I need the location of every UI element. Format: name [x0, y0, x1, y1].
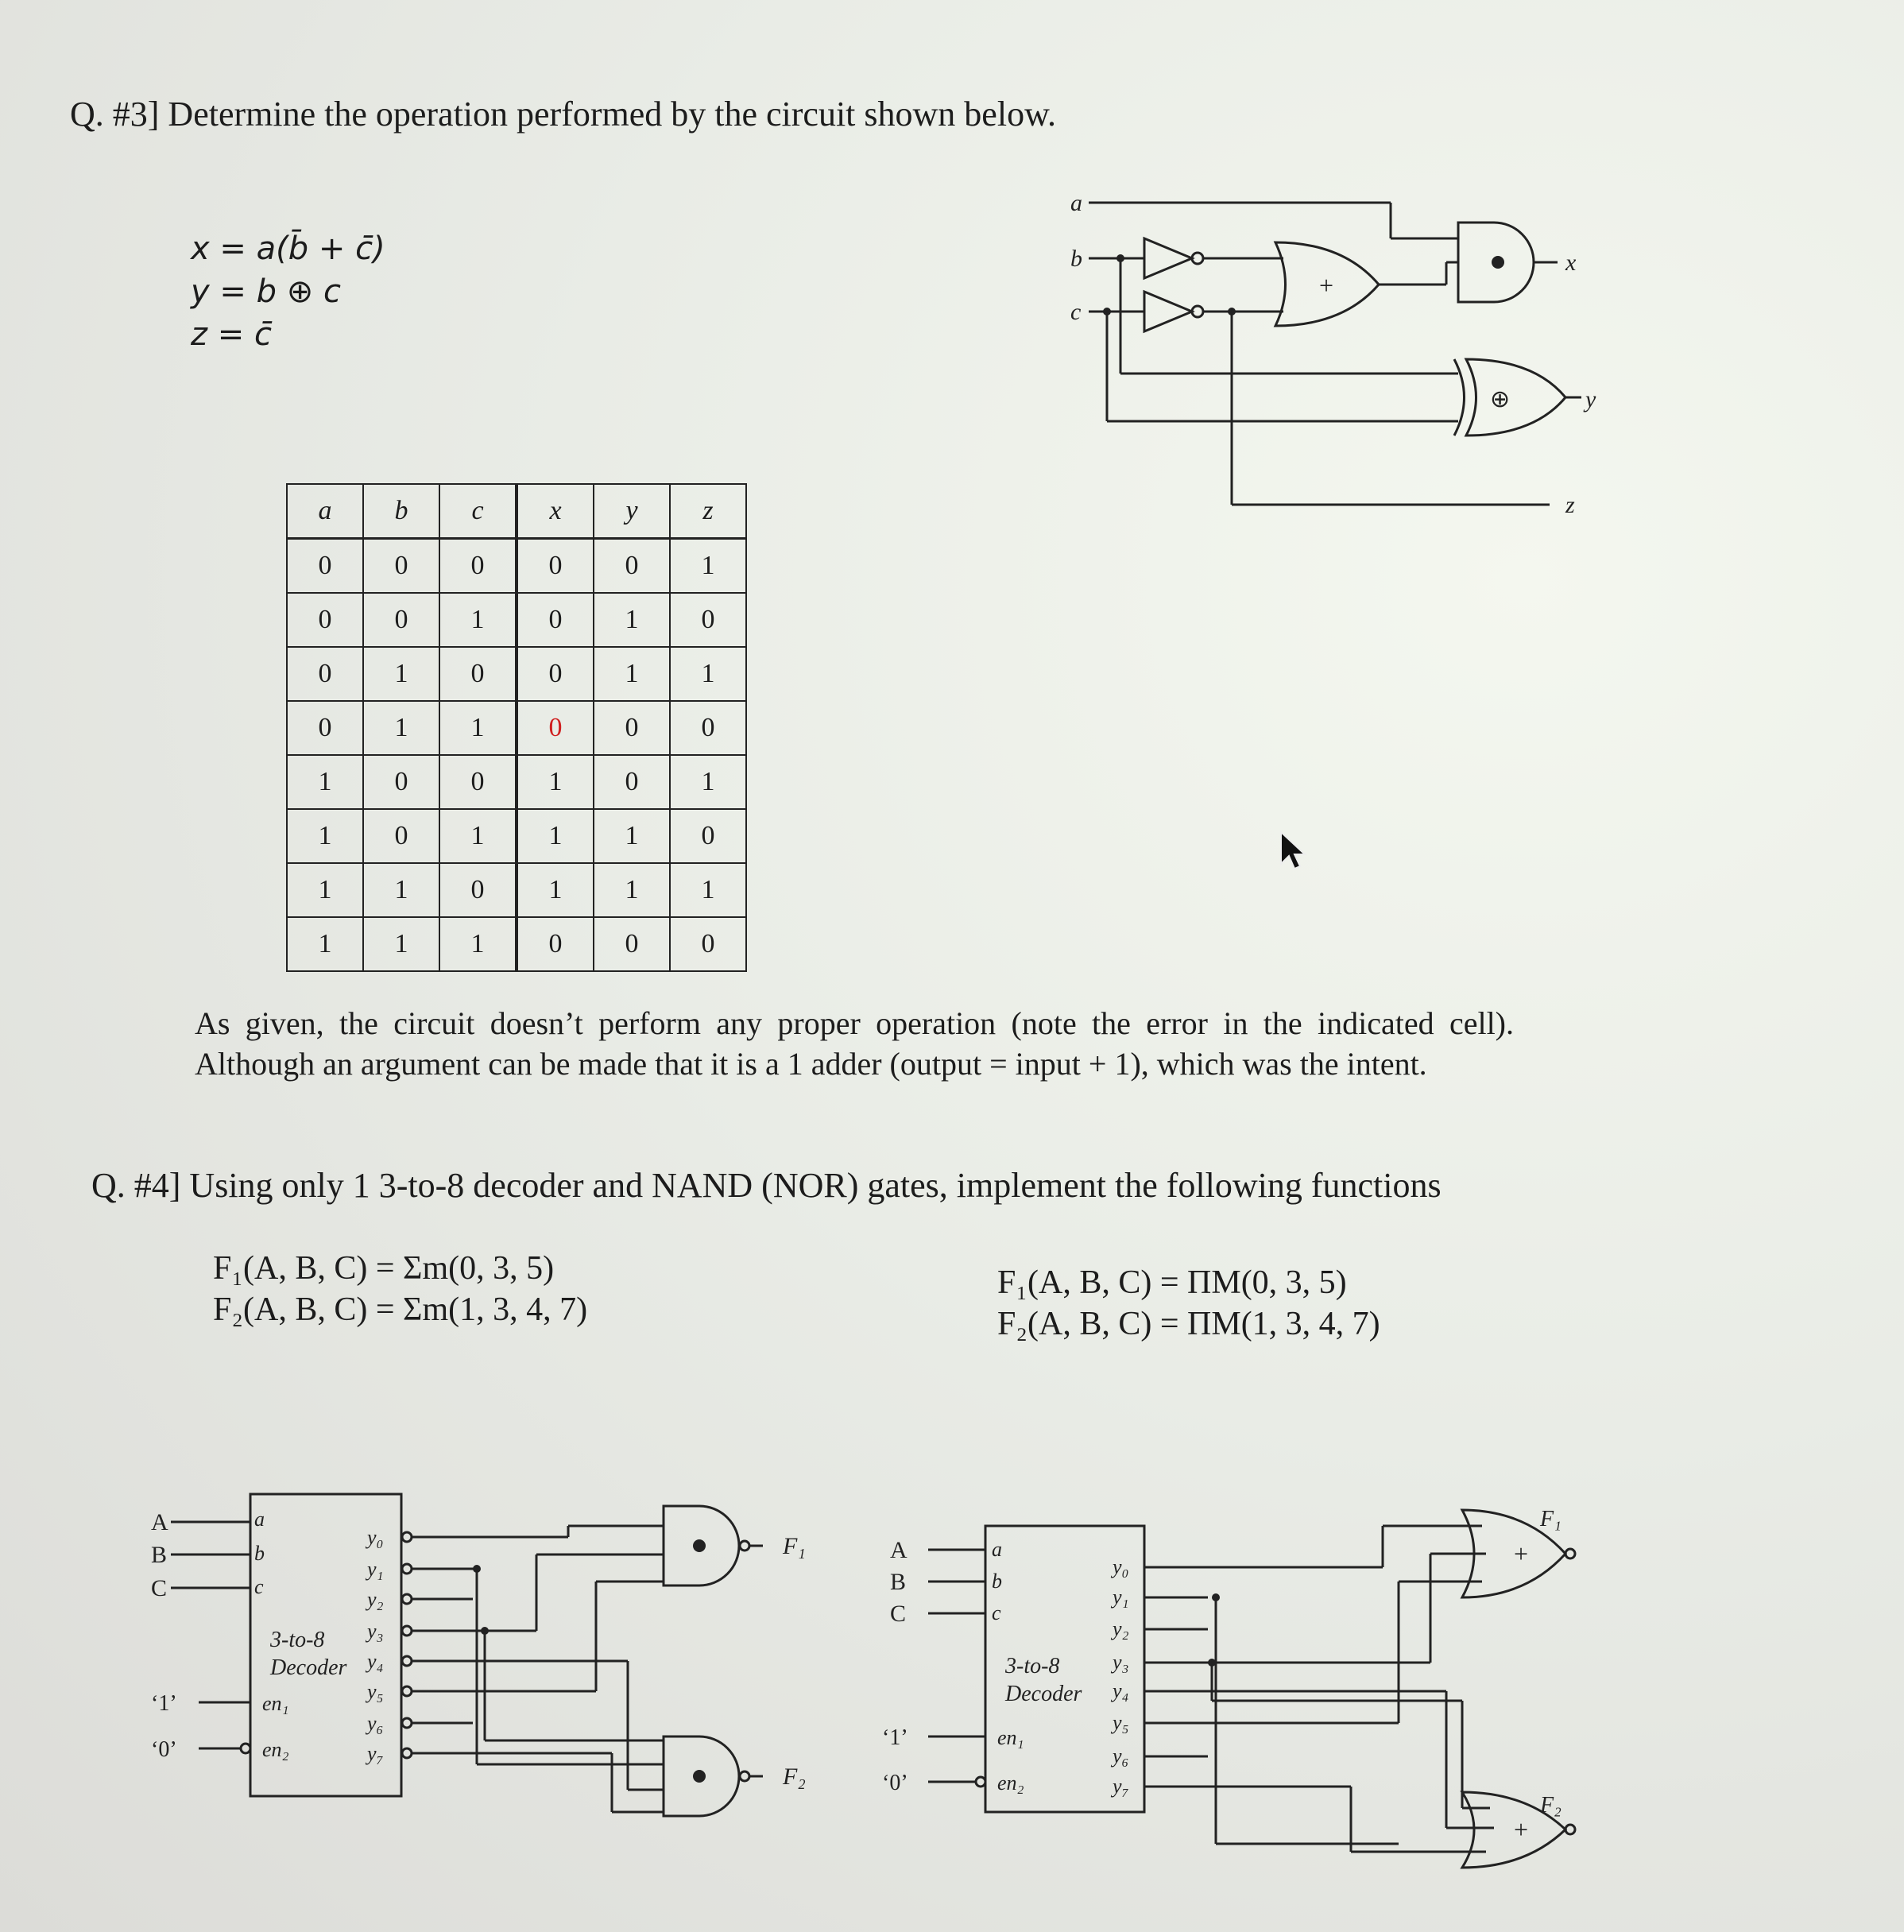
table-row: [287, 755, 746, 809]
table-row: [287, 701, 746, 755]
error-cell: 0: [517, 701, 594, 755]
equation-z: z = c̄: [191, 316, 272, 353]
out-y2: y₂: [367, 1588, 384, 1611]
cell: 1: [287, 917, 363, 971]
en1-value: ‘1’: [151, 1691, 177, 1716]
cell: 0: [439, 539, 517, 594]
xor-gate-symbol: ⊕: [1490, 386, 1511, 412]
out-y1: y₁: [1113, 1585, 1129, 1609]
cell: 0: [439, 863, 517, 917]
cell: 0: [363, 809, 439, 863]
cell: 0: [517, 917, 594, 971]
en2-value: ‘0’: [882, 1771, 908, 1795]
output-F1-label: F₁: [1540, 1507, 1562, 1531]
cell: 0: [594, 755, 670, 809]
decoder-label-2: Decoder: [1005, 1682, 1082, 1706]
sop-f1: F₁(A, B, C) = Σm(0, 3, 5): [213, 1250, 555, 1287]
out-y6: y₆: [1113, 1744, 1129, 1767]
en2-value: ‘0’: [151, 1737, 177, 1762]
equation-y: y = b ⊕ c: [191, 273, 341, 310]
cell: 1: [363, 917, 439, 971]
input-A-label: A: [151, 1509, 168, 1535]
decoder-input-c: c: [992, 1601, 1001, 1624]
sop-functions: [213, 1248, 587, 1330]
input-C-label: C: [890, 1601, 907, 1627]
input-C-label: C: [151, 1575, 168, 1601]
cell: 0: [670, 701, 746, 755]
cell: 1: [517, 809, 594, 863]
cell: 1: [287, 809, 363, 863]
nor-gate-symbol: +: [1514, 1539, 1529, 1568]
en2-label: en₂: [997, 1771, 1024, 1795]
pos-functions: [997, 1262, 1380, 1345]
cell: 1: [439, 593, 517, 647]
en1-label: en₁: [262, 1692, 289, 1715]
decoder-input-b: b: [254, 1542, 265, 1565]
decoder-label-1: 3-to-8: [1005, 1654, 1060, 1678]
and-gate-dot: [1492, 256, 1504, 269]
cell: 0: [439, 647, 517, 701]
cell: 0: [670, 593, 746, 647]
cell: 1: [670, 755, 746, 809]
cell: 1: [439, 809, 517, 863]
en1-value: ‘1’: [882, 1725, 908, 1750]
cell: 0: [517, 593, 594, 647]
cell: 1: [670, 539, 746, 594]
cell: 1: [670, 647, 746, 701]
or-gate-symbol: +: [1319, 271, 1334, 300]
cell: 1: [287, 755, 363, 809]
cell: 0: [287, 647, 363, 701]
header-c: c: [439, 484, 517, 539]
cell: 0: [363, 539, 439, 594]
input-B-label: B: [890, 1569, 907, 1595]
cell: 0: [594, 701, 670, 755]
output-z-label: z: [1565, 492, 1575, 518]
cell: 0: [363, 755, 439, 809]
decoder-input-a: a: [992, 1538, 1002, 1561]
table-row: [287, 863, 746, 917]
cell: 1: [517, 755, 594, 809]
out-y2: y₂: [1113, 1617, 1129, 1640]
cell: 1: [594, 809, 670, 863]
cell: 1: [439, 917, 517, 971]
cell: 0: [363, 593, 439, 647]
out-y5: y₅: [1113, 1711, 1129, 1734]
out-y5: y₅: [367, 1680, 384, 1703]
q3-equations: [191, 227, 385, 356]
table-row: [287, 539, 746, 594]
cell: 0: [594, 539, 670, 594]
out-y7: y₇: [1113, 1775, 1129, 1798]
out-y4: y₄: [367, 1650, 384, 1673]
cell: 1: [670, 863, 746, 917]
cell: 1: [363, 647, 439, 701]
pos-f2: F₂(A, B, C) = ΠM(1, 3, 4, 7): [997, 1306, 1380, 1342]
input-B-label: B: [151, 1542, 168, 1568]
out-y3: y₃: [367, 1620, 384, 1643]
truth-table: [286, 483, 747, 972]
table-row: [287, 917, 746, 971]
pos-f1: F₁(A, B, C) = ΠM(0, 3, 5): [997, 1264, 1347, 1301]
decoder-label-1: 3-to-8: [270, 1628, 325, 1652]
cell: 0: [287, 539, 363, 594]
cell: 1: [594, 647, 670, 701]
table-row: [287, 593, 746, 647]
out-y0: y₀: [367, 1526, 384, 1549]
cell: 0: [439, 755, 517, 809]
q4-nand-circuit: [135, 1478, 850, 1828]
cell: 1: [594, 863, 670, 917]
input-c-label: c: [1070, 299, 1082, 325]
cell: 1: [287, 863, 363, 917]
out-y7: y₇: [367, 1742, 384, 1765]
input-A-label: A: [890, 1537, 907, 1563]
cell: 0: [287, 593, 363, 647]
cell: 1: [439, 701, 517, 755]
header-b: b: [363, 484, 439, 539]
cell: 1: [594, 593, 670, 647]
output-F2-label: F₂: [783, 1764, 806, 1790]
cell: 0: [670, 809, 746, 863]
output-F2-label: F₂: [1540, 1793, 1562, 1818]
sop-f2: F₂(A, B, C) = Σm(1, 3, 4, 7): [213, 1291, 588, 1328]
out-y1: y₁: [367, 1558, 384, 1581]
output-F1-label: F₁: [783, 1533, 806, 1559]
decoder-label-2: Decoder: [270, 1655, 347, 1680]
q3-answer: As given, the circuit doesn’t perform any proper operation (note the error in the indicated cell). Although an argument can be made that it is a 1 adder (output = input + 1), which was the intent.: [195, 1005, 1514, 1082]
input-b-label: b: [1070, 246, 1082, 272]
q3-title: Q. #3] Determine the operation performed by the circuit shown below.: [70, 95, 1056, 134]
out-y3: y₃: [1113, 1651, 1129, 1674]
cell: 0: [670, 917, 746, 971]
header-z: z: [670, 484, 746, 539]
cell: 1: [517, 863, 594, 917]
cell: 0: [287, 701, 363, 755]
out-y0: y₀: [1113, 1555, 1129, 1578]
header-x: x: [517, 484, 594, 539]
output-x-label: x: [1565, 250, 1577, 276]
cell: 0: [517, 647, 594, 701]
q3-circuit-diagram: [1033, 183, 1613, 532]
table-row: [287, 809, 746, 863]
cell: 1: [363, 701, 439, 755]
out-y6: y₆: [367, 1712, 384, 1735]
nor-gate-symbol: +: [1514, 1815, 1529, 1844]
decoder-input-c: c: [254, 1575, 264, 1598]
en2-label: en₂: [262, 1738, 289, 1761]
table-row: [287, 647, 746, 701]
input-a-label: a: [1070, 190, 1082, 216]
table-header-row: [287, 484, 746, 539]
equation-x: x = a(b̄ + c̄): [191, 230, 385, 267]
output-y-label: y: [1585, 386, 1596, 412]
q4-title: Q. #4] Using only 1 3-to-8 decoder and NAND (NOR) gates, implement the following functions: [91, 1166, 1442, 1205]
decoder-input-b: b: [992, 1570, 1002, 1593]
cell: 0: [594, 917, 670, 971]
header-a: a: [287, 484, 363, 539]
q4-nor-circuit: [874, 1494, 1589, 1876]
cell: 1: [363, 863, 439, 917]
cell: 0: [517, 539, 594, 594]
header-y: y: [594, 484, 670, 539]
out-y4: y₄: [1113, 1679, 1129, 1702]
en1-label: en₁: [997, 1726, 1024, 1749]
decoder-input-a: a: [254, 1508, 265, 1531]
mouse-cursor-icon: [1279, 830, 1308, 872]
